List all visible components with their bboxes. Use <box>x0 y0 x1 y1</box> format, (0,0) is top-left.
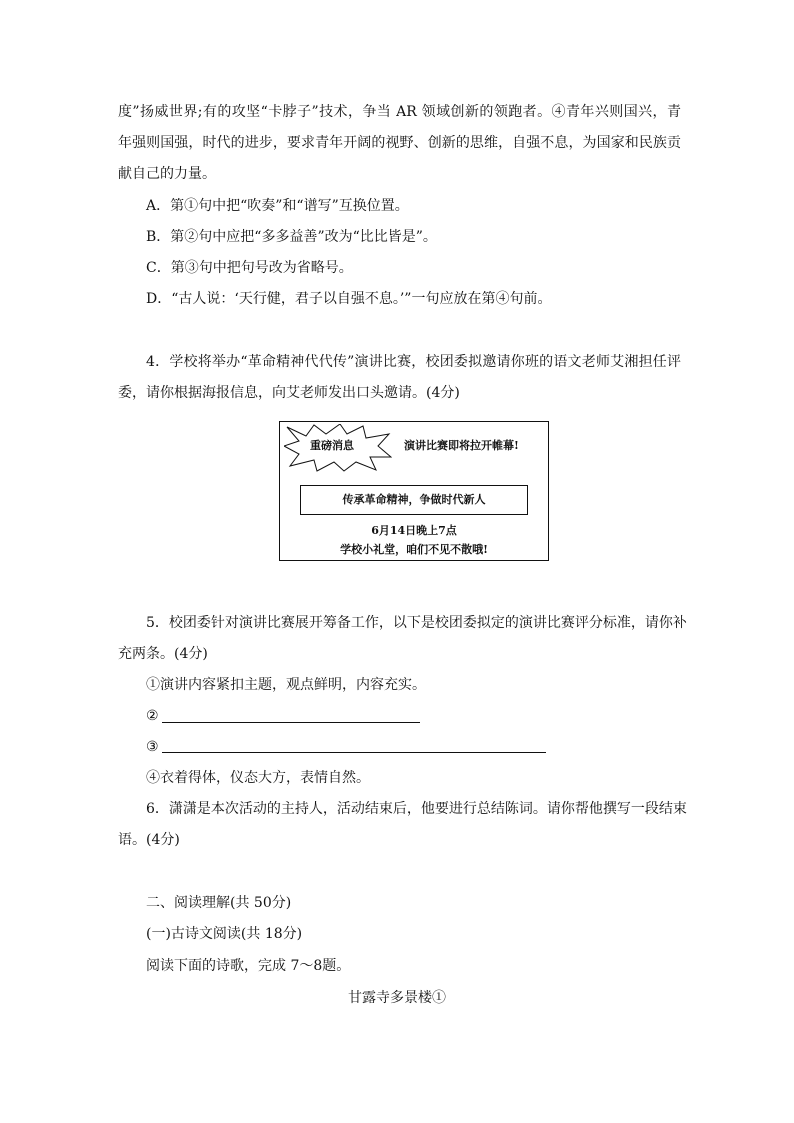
poster-date: 6月14日晚上7点 <box>371 524 457 537</box>
poster-slogan: 传承革命精神，争做时代新人 <box>300 485 528 515</box>
q5-criterion-1: ①演讲内容紧扣主题，观点鲜明，内容充实。 <box>146 677 426 693</box>
section-2-subheading: (一)古诗文阅读(共 18分) <box>146 926 303 942</box>
q3-option-a: A．第①句中把“吹奏”和“谱写”互换位置。 <box>146 198 409 214</box>
q3-paragraph-line-3: 献自己的力量。 <box>118 166 216 182</box>
section-2-heading: 二、阅读理解(共 50分) <box>146 895 292 911</box>
q3-option-c: C．第③句中把句号改为省略号。 <box>146 260 353 276</box>
reading-instruction: 阅读下面的诗歌，完成 7～8题。 <box>146 958 351 974</box>
poem-title: 甘露寺多景楼① <box>348 990 446 1006</box>
poster-headline: 演讲比赛即将拉开帷幕! <box>404 439 519 452</box>
q5-criterion-2-label: ② <box>146 708 159 724</box>
q3-option-d: D．“古人说：‘天行健，君子以自强不息。’”一句应放在第④句前。 <box>146 291 552 307</box>
q5-answer-blank-3 <box>162 752 546 753</box>
q3-paragraph-line-1: 度”扬威世界;有的攻坚“卡脖子”技术，争当 AR 领域创新的领跑者。④青年兴则国兴，青 <box>118 104 681 120</box>
q4-prompt-line-2: 委，请你根据海报信息，向艾老师发出口头邀请。(4分) <box>118 385 460 401</box>
q3-paragraph-line-2: 年强则国强，时代的进步，要求青年开阔的视野、创新的思维，自强不息，为国家和民族贡 <box>118 135 681 151</box>
q4-prompt-line-1: 4．学校将举办“革命精神代代传”演讲比赛，校团委拟邀请你班的语文老师艾湘担任评 <box>146 354 681 370</box>
q5-criterion-3-label: ③ <box>146 739 159 755</box>
q6-prompt-line-2: 语。(4分) <box>118 832 180 848</box>
q6-prompt-line-1: 6．潇潇是本次活动的主持人，活动结束后，他要进行总结陈词。请你帮他撰写一段结束 <box>146 801 687 817</box>
q3-option-b: B．第②句中应把“多多益善”改为“比比皆是”。 <box>146 229 437 245</box>
poster-burst-text: 重磅消息 <box>310 439 354 452</box>
q5-answer-blank-2 <box>162 722 420 723</box>
q5-prompt-line-2: 充两条。(4分) <box>118 646 208 662</box>
event-poster <box>279 421 549 561</box>
poster-venue: 学校小礼堂，咱们不见不散哦! <box>340 543 488 556</box>
q5-prompt-line-1: 5．校团委针对演讲比赛展开筹备工作，以下是校团委拟定的演讲比赛评分标准，请你补 <box>146 615 687 631</box>
q5-criterion-4: ④衣着得体，仪态大方，表情自然。 <box>146 770 370 786</box>
